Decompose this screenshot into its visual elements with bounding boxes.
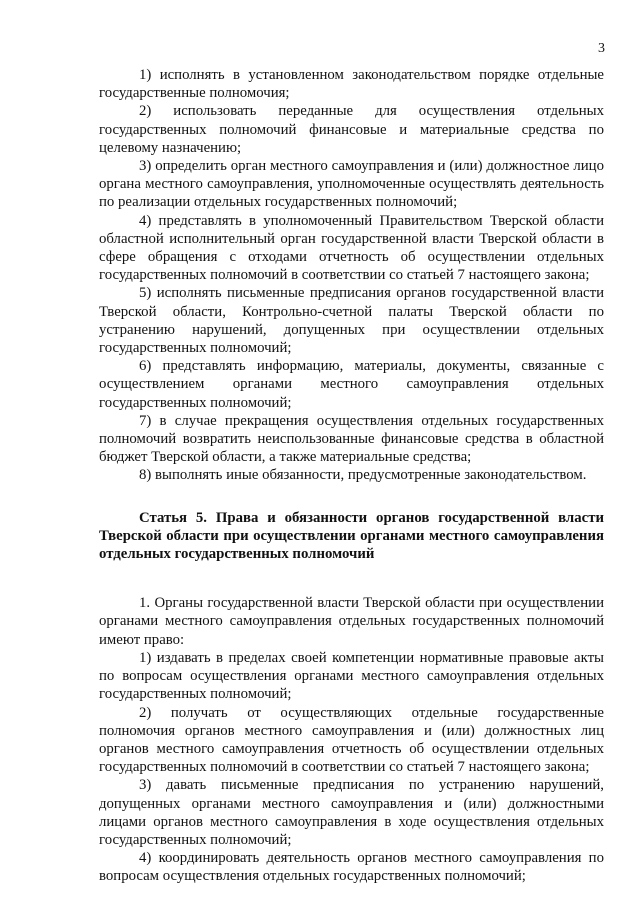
obligation-item-7: 7) в случае прекращения осуществления отдельных государственных полномочий возвратить неиспользованные финансовые средства в областной бюджет Тверской области, а также материальные средства; [99,412,604,466]
document-body [99,66,604,886]
rights-item-4: 4) координировать деятельность органов местного самоуправления по вопросам осуществления отдельных государственных полномочий; [99,850,604,885]
obligation-item-6: 6) представлять информацию, материалы, документы, связанные с осуществлением органами местного самоуправления отдельных государственных полномочий; [99,358,604,411]
obligation-item-1: 1) исполнять в установленном законодательством порядке отдельные государственные полномочия; [99,67,604,102]
rights-list [99,594,604,885]
obligations-list [99,66,604,485]
rights-item-3: 3) давать письменные предписания по устранению нарушений, допущенных органами местного самоуправления и (или) должностными лицами органов местного самоуправления в ходе осуществления отдельных государственных полномочий; [99,777,604,848]
rights-item-2: 2) получать от осуществляющих отдельные государственные полномочия органов местного самоуправления и (или) должностных лиц органов местного самоуправления отчетность об осуществлении отдельных государственных полномочий в соответствии со статьей 7 настоящего закона; [99,704,604,776]
obligation-item-3: 3) определить орган местного самоуправления и (или) должностное лицо органа местного самоуправления, уполномоченные осуществлять деятельность по реализации отдельных государственных полномочий; [99,158,604,211]
obligation-item-5: 5) исполнять письменные предписания органов государственной власти Тверской области, Контрольно-счетной палаты Тверской области по устранению нарушений, допущенных при осуществлении отдельных государственных полномочий; [99,285,604,357]
article-heading: Статья 5. Права и обязанности органов государственной власти Тверской области при осуществлении органами местного самоуправления отдельных государственных полномочий [99,509,604,563]
obligation-item-4: 4) представлять в уполномоченный Правительством Тверской области областной исполнительный орган государственной власти Тверской области в сфере обращения с отходами отчетность об осуществлении отдельных государственных полномочий в соответствии со статьей 7 настоящего закона; [99,212,604,284]
rights-item-1: 1) издавать в пределах своей компетенции нормативные правовые акты по вопросам осуществления органами местного самоуправления отдельных государственных полномочий; [99,649,604,703]
obligation-item-2: 2) использовать переданные для осуществления отдельных государственных полномочий финансовые и материальные средства по целевому назначению; [99,103,604,156]
page-number: 3 [598,41,605,56]
rights-intro: 1. Органы государственной власти Тверской области при осуществлении органами местного самоуправления отдельных государственных полномочий имеют право: [99,595,604,648]
obligation-item-8: 8) выполнять иные обязанности, предусмотренные законодательством. [139,467,587,484]
